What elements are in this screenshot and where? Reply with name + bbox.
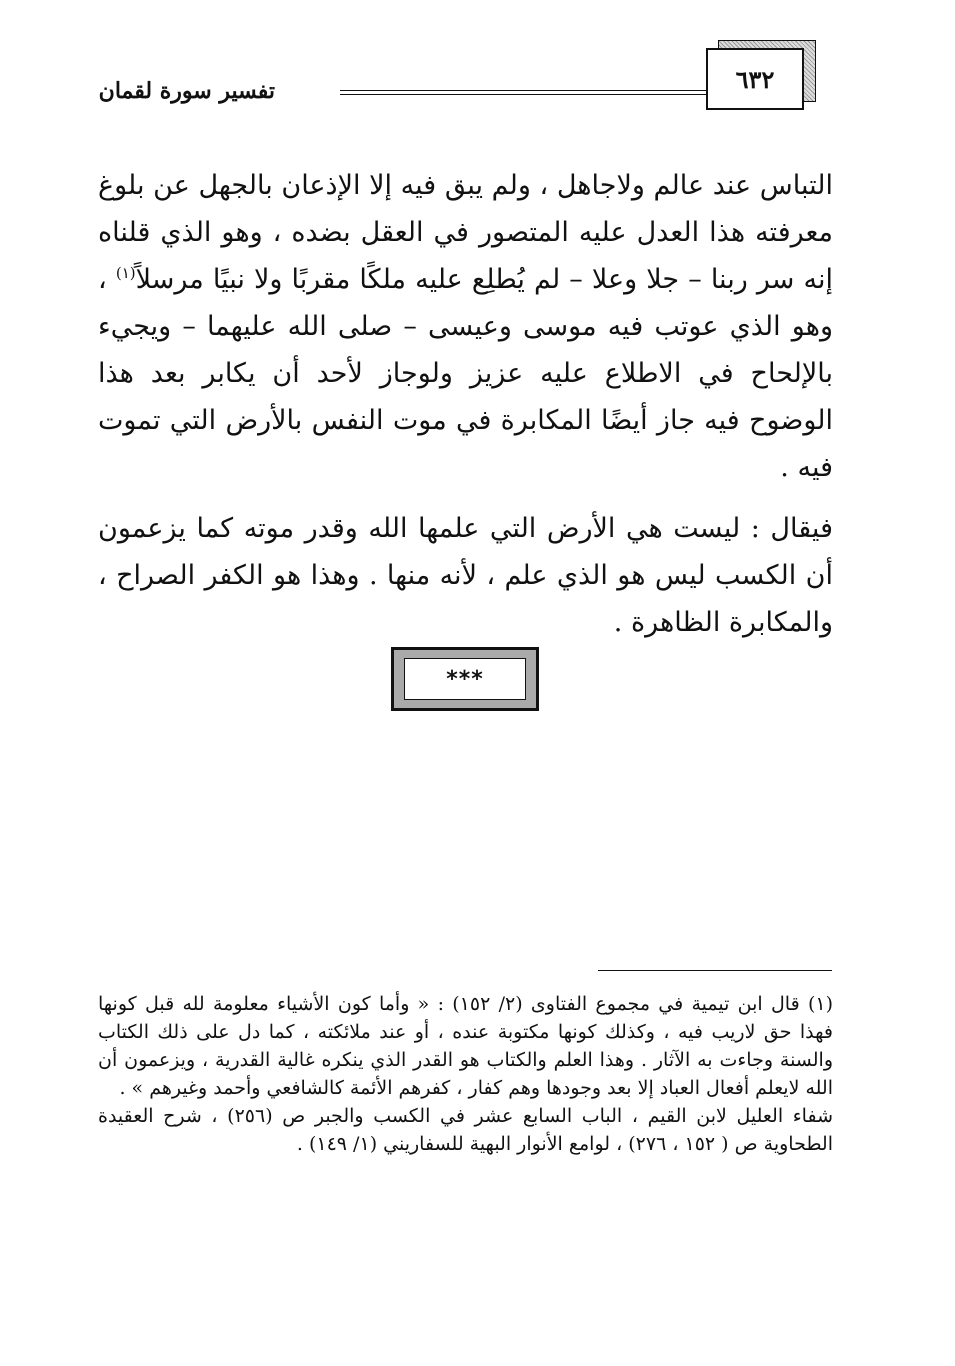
header-rule (340, 90, 708, 95)
paragraph-1 (98, 162, 833, 491)
divider-asterisks: *** (404, 658, 526, 700)
main-text (98, 162, 833, 646)
footnotes (98, 990, 833, 1158)
footnote-ref-1: (١) (115, 264, 136, 282)
footnote-1-references: شفاء العليل لابن القيم ، الباب السابع عشر في الكسب والجبر ص (٢٥٦) ، شرح العقيدة الطحاوية ص ( ١٥٢ ، ٢٧٦) ، لوامع الأنوار البهية للسفاريني (١/ ١٤٩) . (98, 1105, 833, 1155)
paragraph-1-text: التباس عند عالم ولاجاهل ، ولم يبق فيه إلا الإذعان بالجهل عن بلوغ معرفته هذا العدل عليه المتصور في العقل بضده ، وهو الذي قلناه إنه سر ربنا – جلا وعلا – لم يُطلِع عليه ملكًا مقربًا ولا نبيًا مرسلاً (98, 170, 834, 295)
running-title: تفسير سورة لقمان (98, 78, 275, 104)
footnote-1: (١) قال ابن تيمية في مجموع الفتاوى (٢/ ١٥٢) : « وأما كون الأشياء معلومة لله قبل كونها فهذا حق لاريب فيه ، وكذلك كونها مكتوبة عنده ، أو عند ملائكته ، كما دل على ذلك الكتاب والسنة وجاءت به الآثار . وهذا العلم والكتاب هو القدر الذي ينكره غالية القدرية ، ويزعمون أن الله لايعلم أفعال العباد إلا بعد وجودها وهم كفار ، كفرهم الأئمة كالشافعي وأحمد وغيرهم » . (98, 993, 834, 1099)
paragraph-2: فيقال : ليست هي الأرض التي علمها الله وقدر موته كما يزعمون أن الكسب ليس هو الذي علم ، لأنه منها . وهذا هو الكفر الصراح ، والمكابرة الظاهرة . (98, 513, 833, 638)
footnote-rule (598, 970, 832, 971)
page-number-box (706, 48, 804, 110)
section-divider (391, 647, 539, 711)
paragraph-1-continued: ، وهو الذي عوتب فيه موسى وعيسى – صلى الله عليهما – ويجيء بالإلحاح في الاطلاع عليه عزيز ولوجاز لأحد أن يكابر بعد هذا الوضوح فيه جاز أيضًا المكابرة في موت النفس بالأرض التي تموت فيه . (98, 264, 833, 483)
page-number: ٦٣٢ (735, 64, 775, 94)
